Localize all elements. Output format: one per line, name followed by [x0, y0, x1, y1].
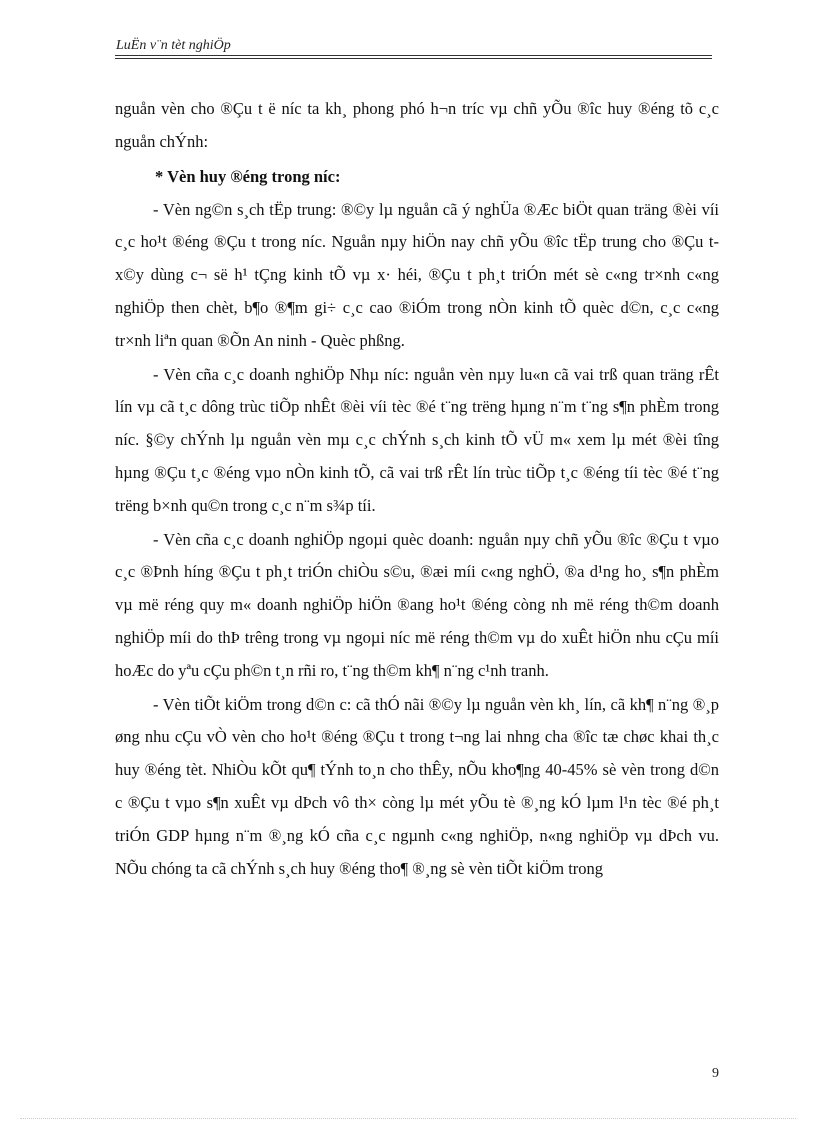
page-number: 9	[712, 1066, 719, 1081]
document-body	[115, 93, 719, 886]
header-rule-top	[115, 55, 712, 56]
paragraph-state-budget: - Vèn ng©n s¸ch tËp trung: ®©y lµ nguån cã ý nghÜa ®Æc biÖt quan träng ®èi víi c¸c ho¹t ®éng ®Çu t trong níc. Nguån nµy hiÖn nay chñ yÕu ®îc tËp trung cho ®Çu t x©y dùng c¬ së h¹ tÇng kinh tÕ vµ x· héi, ®Çu t ph¸t triÓn mét sè c«ng tr×nh c«ng nghiÖp then chèt, b¶o ®¶m gi÷ c¸c cao ®iÓm trong nÒn kinh tÕ quèc d©n, c¸c c«ng tr×nh liªn quan ®Õn An ninh - Quèc phßng.	[115, 199, 719, 350]
page-bottom-rule	[20, 1118, 796, 1119]
paragraph-household-savings: - Vèn tiÕt kiÖm trong d©n c: cã thÓ nãi ®©y lµ nguån vèn kh¸ lín, cã kh¶ n¨ng ®¸p øng nhu cÇu vÒ vèn cho ho¹t ®éng ®Çu t trong t¬ng lai nhng cha ®îc tæ chøc khai th¸c huy ®éng tèt. NhiÒu kÕt qu¶ tÝnh to¸n cho thÊy, nÕu kho¶ng 40-45% sè vèn trong d©n c ®Çu t vµo s¶n xuÊt vµ dÞch vô th× còng lµ mét yÕu tè ®¸ng kÓ lµm l¹n tèc ®é ph¸t triÓn GDP hµng n¨m ®¸ng kÓ cña c¸c ngµnh c«ng nghiÖp, n«ng nghiÖp vµ dÞch vu. NÕu chóng ta cã chÝnh s¸ch huy ®éng tho¶ ®¸ng sè vèn tiÕt kiÖm trong	[115, 694, 719, 878]
section-heading: * Vèn huy ®éng trong níc:	[155, 166, 341, 186]
paragraph-intro: nguån vèn cho ®Çu t ë níc ta kh¸ phong phó h¬n tríc vµ chñ yÕu ®îc huy ®éng tõ c¸c nguån chÝnh:	[115, 99, 719, 151]
page-header	[115, 38, 712, 54]
header-title: LuËn v¨n tèt nghiÖp	[116, 38, 231, 53]
header-rule-bottom	[115, 58, 712, 59]
paragraph-state-enterprises: - Vèn cña c¸c doanh nghiÖp Nhµ níc: nguån vèn nµy lu«n cã vai trß quan träng rÊt lín vµ cã t¸c dông trùc tiÕp nhÊt ®èi víi tèc ®é t¨ng trëng hµng n¨m t¨ng s¶n phÈm trong níc. §©y chÝnh lµ nguån vèn mµ c¸c chÝnh s¸ch kinh tÕ vÜ m« xem lµ mét ®èi tîng hµng ®Çu t¸c ®éng vµo nÒn kinh tÕ, cã vai trß rÊt lín trùc tiÕp t¸c ®éng tíi tèc ®é t¨ng trëng b×nh qu©n trong c¸c n¨m s¾p tíi.	[115, 364, 719, 515]
paragraph-private-enterprises: - Vèn cña c¸c doanh nghiÖp ngoµi quèc doanh: nguån nµy chñ yÕu ®îc ®Çu t vµo c¸c ®Þnh híng ®Çu t ph¸t triÓn chiÒu s©u, ®æi míi c«ng nghÖ, ®a d¹ng ho¸ s¶n phÈm vµ më réng quy m« doanh nghiÖp hiÖn ®ang ho¹t ®éng còng nh më réng th©m doanh nghiÖp míi do thÞ trêng trong vµ ngoµi níc më réng th©m vµ do xuÊt hiÖn nhu cÇu míi hoÆc do yªu cÇu ph©n t¸n rñi ro, t¨ng th©m kh¶ n¨ng c¹nh tranh.	[115, 529, 719, 680]
